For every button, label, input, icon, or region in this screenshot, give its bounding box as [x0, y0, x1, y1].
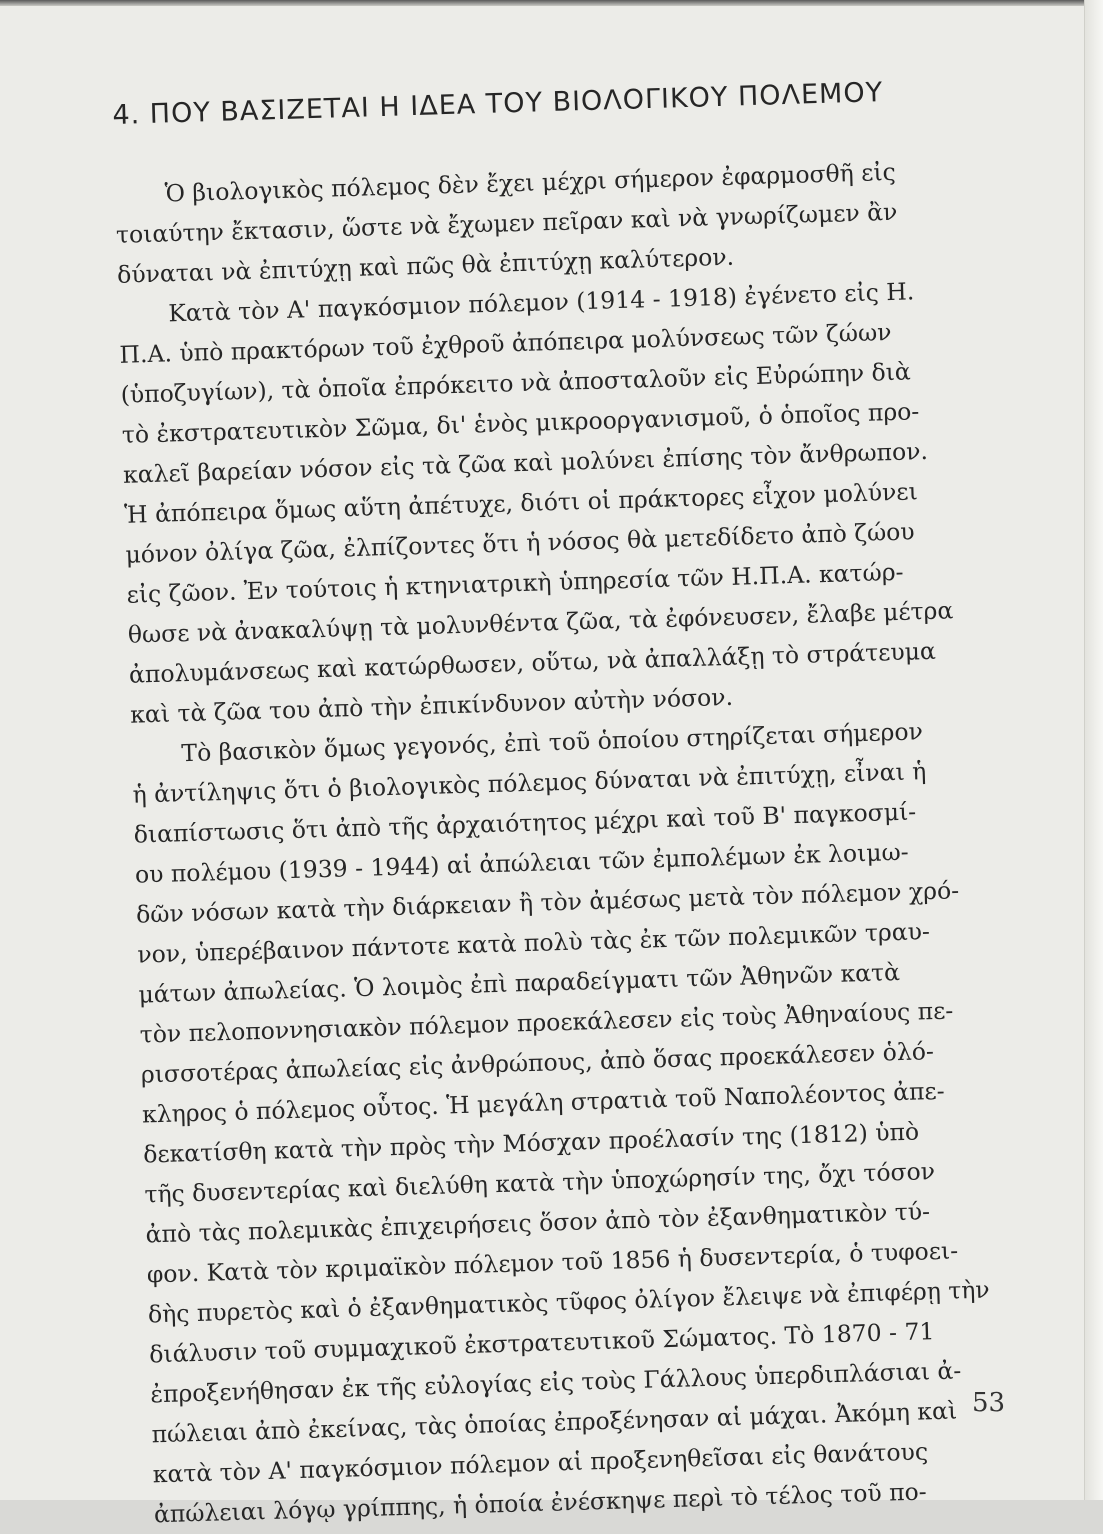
text-line: τῆς δυσεντερίας καὶ διελύθη κατὰ τὴν ὑποχώρησίν της, ὄχι τόσον	[144, 1157, 936, 1209]
page-right-edge	[1084, 0, 1103, 1500]
text-line: ἡ ἀντίληψις ὅτι ὁ βιολογικὸς πόλεμος δύναται νὰ ἐπιτύχῃ, εἶναι ἡ	[132, 757, 927, 809]
text-line: Π.Α. ὑπὸ πρακτόρων τοῦ ἐχθροῦ ἀπόπειρα μολύνσεως τῶν ζώων	[119, 317, 892, 369]
text-line: καὶ τὰ ζῶα του ἀπὸ τὴν ἐπικίνδυνον αὐτὴν νόσον.	[129, 682, 734, 729]
page-top-edge	[0, 0, 1103, 6]
text-line: δῶν νόσων κατὰ τὴν διάρκειαν ἢ τὸν ἀμέσως μετὰ τὸν πόλεμον χρό-	[135, 876, 960, 929]
text-line: τὸν πελοποννησιακὸν πόλεμον προεκάλεσεν εἰς τοὺς Ἀθηναίους πε-	[139, 996, 954, 1049]
text-line: δεκατίσθη κατὰ τὴν πρὸς τὴν Μόσχαν προέλασίν της (1812) ὑπὸ	[142, 1117, 920, 1169]
text-line: μάτων ἀπωλείας. Ὁ λοιμὸς ἐπὶ παραδείγματι τῶν Ἀθηνῶν κατὰ	[138, 958, 901, 1009]
text-line: Τὸ βασικὸν ὅμως γεγονός, ἐπὶ τοῦ ὁποίου στηρίζεται σήμερον	[180, 717, 924, 768]
text-line: δύναται νὰ ἐπιτύχῃ καὶ πῶς θὰ ἐπιτύχῃ καλύτερον.	[116, 242, 735, 289]
text-line: Ἡ ἀπόπειρα ὅμως αὕτη ἀπέτυχε, διότι οἱ πράκτορες εἶχον μολύνει	[123, 477, 919, 529]
text-line: ἀπὸ τὰς πολεμικὰς ἐπιχειρήσεις ὅσον ἀπὸ τὸν ἐξανθηματικὸν τύ-	[145, 1197, 931, 1249]
text-line: πώλειαι ἀπὸ ἐκείνας, τὰς ὁποίας ἐπροξένησαν αἱ μάχαι. Ἀκόμη καὶ	[151, 1396, 958, 1449]
section-heading: 4. ΠΟΥ ΒΑΣΙΖΕΤΑΙ Η ΙΔΕΑ ΤΟΥ ΒΙΟΛΟΓΙΚΟΥ ΠΟΛΕΜΟΥ	[112, 77, 884, 131]
text-line: Κατὰ τὸν Α' παγκόσμιον πόλεμον (1914 - 1918) ἐγένετο εἰς Η.	[167, 277, 915, 328]
text-line: ου πολέμου (1939 - 1944) αἱ ἀπώλειαι τῶν ἐμπολέμων ἐκ λοιμω-	[134, 837, 910, 889]
text-line: διάλυσιν τοῦ συμμαχικοῦ ἐκστρατευτικοῦ Σώματος. Τὸ 1870 - 71	[148, 1317, 935, 1369]
page-number: 53	[972, 1388, 1006, 1418]
text-line: ἐπροξενήθησαν ἐκ τῆς εὐλογίας εἰς τοὺς Γάλλους ὑπερδιπλάσιαι ἀ-	[150, 1356, 962, 1409]
text-line: ἀπώλειαι λόγῳ γρίππης, ἡ ὁποία ἐνέσκηψε περὶ τὸ τέλος τοῦ πο-	[153, 1477, 928, 1529]
text-line: εἰς ζῶον. Ἐν τούτοις ἡ κτηνιατρικὴ ὑπηρεσία τῶν Η.Π.Α. κατώρ-	[126, 557, 904, 609]
text-line: δὴς πυρετὸς καὶ ὁ ἐξανθηματικὸς τῦφος ὀλίγον ἔλειψε νὰ ἐπιφέρῃ τὴν	[147, 1275, 991, 1329]
text-line: ἀπολυμάνσεως καὶ κατώρθωσεν, οὕτω, νὰ ἀπαλλάξῃ τὸ στράτευμα	[128, 636, 937, 689]
text-line: φον. Κατὰ τὸν κριμαϊκὸν πόλεμον τοῦ 1856 ἡ δυσεντερία, ὁ τυφοει-	[146, 1236, 959, 1289]
text-line: ρισσοτέρας ἀπωλείας εἰς ἀνθρώπους, ἀπὸ ὅσας προεκάλεσεν ὁλό-	[140, 1037, 935, 1089]
text-line: (ὑποζυγίων), τὰ ὁποῖα ἐπρόκειτο νὰ ἀποσταλοῦν εἰς Εὐρώπην διὰ	[120, 357, 912, 409]
text-line: κατὰ τὸν Α' παγκόσμιον πόλεμον αἱ προξενηθεῖσαι εἰς θανάτους	[152, 1437, 929, 1489]
text-line: Ὁ βιολογικὸς πόλεμος δὲν ἔχει μέχρι σήμερον ἐφαρμοσθῆ εἰς	[164, 157, 897, 208]
body-text	[114, 149, 1024, 1534]
text-line: τοιαύτην ἔκτασιν, ὥστε νὰ ἔχωμεν πεῖραν καὶ νὰ γνωρίζωμεν ἂν	[115, 197, 898, 249]
text-line: νον, ὑπερέβαινον πάντοτε κατὰ πολὺ τὰς ἐκ τῶν πολεμικῶν τραυ-	[136, 917, 931, 969]
text-line: τὸ ἐκστρατευτικὸν Σῶμα, δι' ἑνὸς μικροοργανισμοῦ, ὁ ὁποῖος προ-	[121, 397, 920, 449]
text-line: καλεῖ βαρείαν νόσον εἰς τὰ ζῶα καὶ μολύνει ἐπίσης τὸν ἄνθρωπον.	[122, 436, 929, 489]
text-line: διαπίστωσις ὅτι ἀπὸ τῆς ἀρχαιότητος μέχρι καὶ τοῦ Β' παγκοσμί-	[133, 797, 917, 849]
text-line: μόνον ὀλίγα ζῶα, ἐλπίζοντες ὅτι ἡ νόσος θὰ μετεδίδετο ἀπὸ ζώου	[125, 517, 915, 569]
text-line: κληρος ὁ πόλεμος οὗτος. Ἡ μεγάλη στρατιὰ τοῦ Ναπολέοντος ἀπε-	[141, 1076, 945, 1129]
page-content	[112, 74, 1024, 1534]
text-line: θωσε νὰ ἀνακαλύψῃ τὰ μολυνθέντα ζῶα, τὰ ἐφόνευσεν, ἔλαβε μέτρα	[127, 596, 954, 649]
